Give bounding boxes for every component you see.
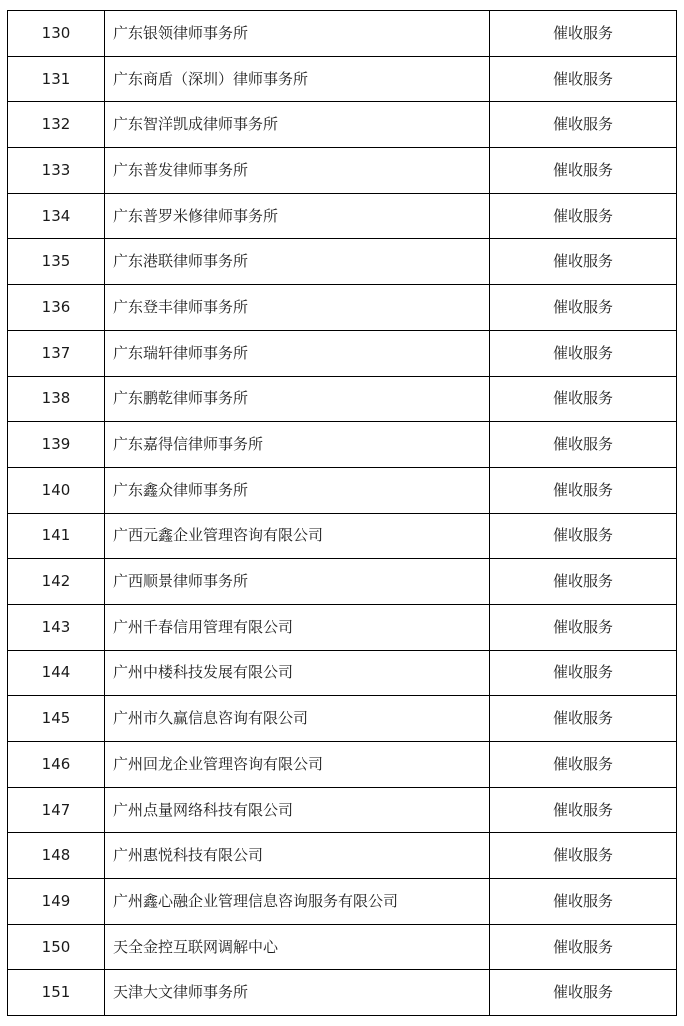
service-type: 催收服务 — [490, 330, 677, 376]
row-number: 133 — [8, 148, 105, 194]
institution-table — [7, 10, 677, 1016]
service-type: 催收服务 — [490, 422, 677, 468]
institution-name: 广东嘉得信律师事务所 — [105, 422, 490, 468]
institution-name: 广东登丰律师事务所 — [105, 285, 490, 331]
institution-name: 广州回龙企业管理咨询有限公司 — [105, 742, 490, 788]
institution-table-body — [8, 11, 677, 1016]
table-row — [8, 193, 677, 239]
service-type: 催收服务 — [490, 650, 677, 696]
table-row — [8, 604, 677, 650]
row-number: 139 — [8, 422, 105, 468]
institution-table-container — [7, 10, 677, 1016]
row-number: 148 — [8, 833, 105, 879]
service-type: 催收服务 — [490, 239, 677, 285]
row-number: 143 — [8, 604, 105, 650]
row-number: 132 — [8, 102, 105, 148]
table-row — [8, 239, 677, 285]
service-type: 催收服务 — [490, 56, 677, 102]
row-number: 130 — [8, 11, 105, 57]
row-number: 145 — [8, 696, 105, 742]
service-type: 催收服务 — [490, 102, 677, 148]
institution-name: 广东普罗米修律师事务所 — [105, 193, 490, 239]
table-row — [8, 879, 677, 925]
table-row — [8, 148, 677, 194]
institution-name: 广州市久赢信息咨询有限公司 — [105, 696, 490, 742]
institution-name: 广东鑫众律师事务所 — [105, 467, 490, 513]
table-row — [8, 559, 677, 605]
institution-name: 广西元鑫企业管理咨询有限公司 — [105, 513, 490, 559]
table-row — [8, 833, 677, 879]
service-type: 催收服务 — [490, 879, 677, 925]
row-number: 140 — [8, 467, 105, 513]
row-number: 138 — [8, 376, 105, 422]
row-number: 150 — [8, 924, 105, 970]
institution-name: 广西顺景律师事务所 — [105, 559, 490, 605]
table-row — [8, 330, 677, 376]
service-type: 催收服务 — [490, 787, 677, 833]
row-number: 131 — [8, 56, 105, 102]
row-number: 146 — [8, 742, 105, 788]
service-type: 催收服务 — [490, 148, 677, 194]
row-number: 141 — [8, 513, 105, 559]
row-number: 151 — [8, 970, 105, 1016]
institution-name: 广东瑞轩律师事务所 — [105, 330, 490, 376]
service-type: 催收服务 — [490, 604, 677, 650]
table-row — [8, 696, 677, 742]
service-type: 催收服务 — [490, 11, 677, 57]
table-row — [8, 787, 677, 833]
table-row — [8, 650, 677, 696]
table-row — [8, 924, 677, 970]
table-row — [8, 513, 677, 559]
institution-name: 广州惠悦科技有限公司 — [105, 833, 490, 879]
institution-name: 广州千春信用管理有限公司 — [105, 604, 490, 650]
table-row — [8, 11, 677, 57]
service-type: 催收服务 — [490, 742, 677, 788]
table-row — [8, 467, 677, 513]
table-row — [8, 102, 677, 148]
institution-name: 广东鹏乾律师事务所 — [105, 376, 490, 422]
service-type: 催收服务 — [490, 285, 677, 331]
row-number: 147 — [8, 787, 105, 833]
row-number: 135 — [8, 239, 105, 285]
table-row — [8, 742, 677, 788]
row-number: 136 — [8, 285, 105, 331]
row-number: 142 — [8, 559, 105, 605]
service-type: 催收服务 — [490, 467, 677, 513]
table-row — [8, 970, 677, 1016]
service-type: 催收服务 — [490, 193, 677, 239]
institution-name: 天全金控互联网调解中心 — [105, 924, 490, 970]
institution-name: 广东智洋凯成律师事务所 — [105, 102, 490, 148]
service-type: 催收服务 — [490, 970, 677, 1016]
service-type: 催收服务 — [490, 924, 677, 970]
service-type: 催收服务 — [490, 513, 677, 559]
institution-name: 广州中楼科技发展有限公司 — [105, 650, 490, 696]
table-row — [8, 376, 677, 422]
institution-name: 广州鑫心融企业管理信息咨询服务有限公司 — [105, 879, 490, 925]
institution-name: 广东商盾（深圳）律师事务所 — [105, 56, 490, 102]
institution-name: 广东普发律师事务所 — [105, 148, 490, 194]
institution-name: 广州点量网络科技有限公司 — [105, 787, 490, 833]
service-type: 催收服务 — [490, 696, 677, 742]
institution-name: 广东银领律师事务所 — [105, 11, 490, 57]
service-type: 催收服务 — [490, 559, 677, 605]
institution-name: 天津大文律师事务所 — [105, 970, 490, 1016]
table-row — [8, 285, 677, 331]
service-type: 催收服务 — [490, 833, 677, 879]
row-number: 149 — [8, 879, 105, 925]
service-type: 催收服务 — [490, 376, 677, 422]
institution-name: 广东港联律师事务所 — [105, 239, 490, 285]
table-row — [8, 422, 677, 468]
table-row — [8, 56, 677, 102]
row-number: 144 — [8, 650, 105, 696]
row-number: 134 — [8, 193, 105, 239]
row-number: 137 — [8, 330, 105, 376]
